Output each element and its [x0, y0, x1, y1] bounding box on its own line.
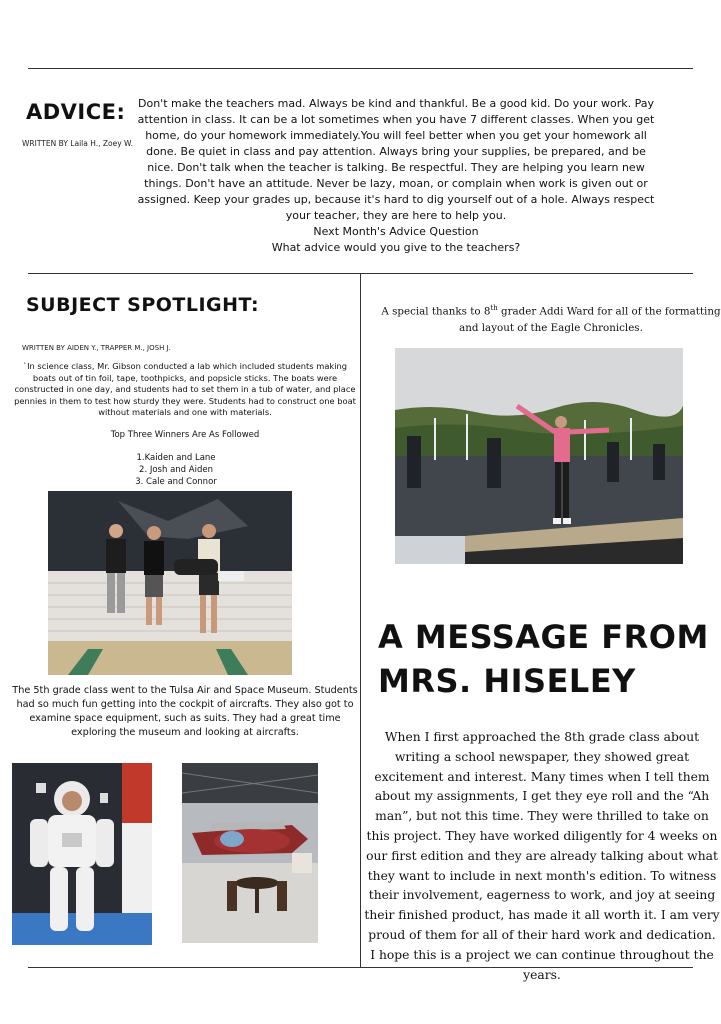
winner-2: 2. Josh and Aiden: [139, 465, 213, 475]
top-rule: [28, 68, 693, 69]
message-heading-line2: MRS. HISELEY: [378, 662, 636, 700]
column-divider: [360, 273, 361, 968]
winner-1: 1.Kaiden and Lane: [136, 453, 216, 463]
advice-byline: WRITTEN BY Laila H., Zoey W.: [22, 139, 133, 148]
spotlight-byline: WRITTEN BY AIDEN Y., TRAPPER M., JOSH J.: [22, 344, 171, 352]
lake-fountain-photo: [395, 348, 683, 564]
winners-list: [130, 452, 222, 488]
thanks-note: [376, 300, 721, 337]
aircraft-museum-photo: [182, 763, 318, 943]
boat-winners-photo: [48, 491, 292, 675]
message-heading-line1: A MESSAGE FROM: [378, 618, 709, 656]
advice-article: [132, 96, 660, 256]
spotlight-body: `In science class, Mr. Gibson conducted a lab which included students making boats out of tin foil, tape, toothpicks, and popsicle sticks. The boats were constructed in one day, and students had to set them in a tub of water, and place pennies in them to test how sturdy they were. Students had to construct one boat without materials and one with materials.: [14, 361, 356, 417]
thanks-superscript: th: [490, 304, 498, 312]
message-heading: [378, 615, 709, 703]
message-body: When I first approached the 8th grade class about writing a school newspaper, they showed great excitement and interest. Many times when I tell them about my assignments, I get they eye roll and the “Ah man”, but not this time. They were thrilled to take on this project. They have worked diligently for 4 weeks on our first edition and they are already talking about what they want to include in next month's edition. To witness their involvement, eagerness to work, and joy at seeing their finished product, has made it all worth it. I am very proud of them for all of their hard work and dedication. I hope this is a project we can continue throughout the years.: [364, 730, 720, 982]
astronaut-suit-photo: [12, 763, 152, 945]
spotlight-heading: SUBJECT SPOTLIGHT:: [26, 294, 260, 316]
winners-title: Top Three Winners Are As Followed: [110, 430, 260, 440]
advice-heading: ADVICE:: [26, 100, 126, 124]
winner-3: 3. Cale and Connor: [135, 477, 217, 487]
thanks-text-before: A special thanks to 8: [381, 305, 491, 318]
advice-next-question: What advice would you give to the teachers?: [271, 241, 521, 254]
advice-body: Don't make the teachers mad. Always be kind and thankful. Be a good kid. Do your work. Pay attention in class. It can be a lot sometimes when you have 7 different classes. When you get home, do your homework immediately.You will feel better when you get your homework all done. Be quiet in class and pay attention. Always bring your supplies, be prepared, and be nice. Don't talk when the teacher is talking. Be respectful. They are helping you learn new things. Don't have an attitude. Never be lazy, moan, or complain when work is given out or assigned. Keep your grades up, because it's hard to dig yourself out of a hole. Always respect your teacher, they are here to help you.: [137, 97, 655, 222]
advice-next-title: Next Month's Advice Question: [313, 225, 479, 238]
thanks-text-after: grader Addi Ward for all of the formatting and layout of the Eagle Chronicles.: [459, 305, 721, 335]
museum-text: The 5th grade class went to the Tulsa Air and Space Museum. Students had so much fun getting into the cockpit of aircrafts. They also got to examine space equipment, such as suits. They had a great time exploring the museum and looking at aircrafts.: [12, 685, 358, 738]
